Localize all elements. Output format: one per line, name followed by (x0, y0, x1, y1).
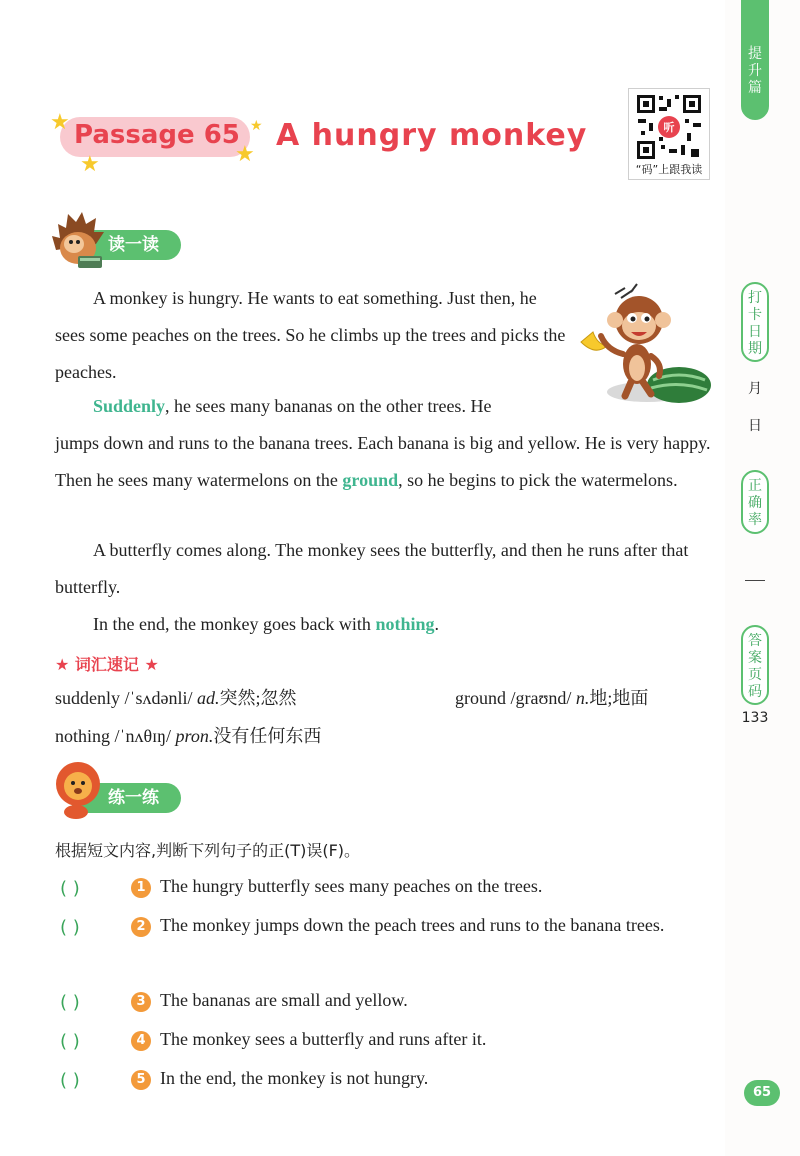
lion-mascot-icon (54, 760, 104, 820)
qr-listen-badge: 听 (663, 121, 675, 134)
vocab-ipa: /graʊnd/ (510, 688, 572, 708)
question-text: The bananas are small and yellow. (160, 990, 408, 1010)
vocab-entry-ground (455, 684, 648, 710)
section-read-badge: 读一读 (70, 230, 181, 260)
vocab-highlight-suddenly: Suddenly (93, 396, 166, 416)
vocab-word: suddenly (55, 688, 120, 708)
passage-text: In the end, the monkey goes back with (93, 614, 376, 634)
question-number: 5 (131, 1070, 151, 1090)
question-text: In the end, the monkey is not hungry. (160, 1068, 429, 1088)
exercise-instructions: 根据短文内容,判断下列句子的正(T)误(F)。 (55, 841, 361, 860)
vocab-meaning: 地;地面 (589, 688, 649, 708)
sidebar-accuracy-line (745, 580, 765, 581)
passage-paragraph-2a (55, 388, 570, 425)
vocab-ipa: /ˈsʌdənli/ (124, 688, 193, 708)
vocab-pos: ad. (197, 688, 220, 708)
vocab-entry-nothing (55, 722, 321, 748)
section-practice-badge: 练一练 (70, 783, 181, 813)
vocab-section-title: ★ 词汇速记 ★ (55, 655, 159, 674)
passage-number: Passage 65 (74, 120, 240, 150)
answer-blank[interactable]: ( ) (60, 917, 80, 938)
sidebar-checkin-tab (741, 282, 769, 362)
page-number: 65 (744, 1080, 780, 1106)
vocab-highlight-nothing: nothing (375, 614, 435, 634)
star-icon: ★ (235, 142, 255, 167)
passage-text: , so he begins to pick the watermelons. (398, 470, 678, 490)
answer-blank[interactable]: ( ) (60, 992, 80, 1013)
sidebar-day: 日 (748, 418, 762, 434)
vocab-word: nothing (55, 726, 111, 746)
passage-paragraph-1: A monkey is hungry. He wants to eat something. Just then, he sees some peaches on the trees. So he climbs up the trees and picks the peaches. (55, 288, 566, 382)
qr-code[interactable] (628, 88, 710, 180)
passage-text: . (434, 614, 439, 634)
star-icon: ★ (50, 110, 70, 135)
vocab-pos: n. (575, 688, 590, 708)
answer-blank[interactable]: ( ) (60, 878, 80, 899)
vocab-pos: pron. (175, 726, 214, 746)
question-text: The hungry butterfly sees many peaches on the trees. (160, 876, 543, 896)
answer-blank[interactable]: ( ) (60, 1070, 80, 1091)
vocab-entry-suddenly (55, 684, 297, 710)
question-text: The monkey sees a butterfly and runs after it. (160, 1029, 487, 1049)
qr-caption: “码”上跟我读 (635, 163, 703, 176)
question-number: 2 (131, 917, 151, 937)
vocab-word: ground (455, 688, 506, 708)
passage-paragraph-2b (55, 425, 725, 499)
passage-text: jumps down and runs to the banana trees. Each banana is big and yellow. He is very happy. Then he sees many watermelons on the (55, 433, 711, 490)
passage-paragraph-4 (55, 606, 725, 643)
vocab-ipa: /ˈnʌθɪŋ/ (114, 726, 172, 746)
vocab-meaning: 突然;忽然 (219, 688, 297, 708)
sidebar-level-tab (741, 0, 769, 120)
answer-blank[interactable]: ( ) (60, 1031, 80, 1052)
star-icon: ★ (80, 152, 100, 177)
star-icon: ★ (250, 118, 263, 134)
sidebar-level-label: 提升篇 (748, 46, 762, 96)
sidebar-answer-tab (741, 625, 769, 705)
passage-text: , he sees many bananas on the other trees. He (165, 396, 492, 416)
monkey-illustration-icon (575, 280, 720, 415)
question-number: 1 (131, 878, 151, 898)
question-number: 4 (131, 1031, 151, 1051)
sidebar-answer-page: 133 (741, 710, 769, 726)
vocab-meaning: 没有任何东西 (213, 726, 322, 746)
question-number: 3 (131, 992, 151, 1012)
question-text: The monkey jumps down the peach trees and runs to the banana trees. (160, 915, 665, 935)
hedgehog-reading-icon (50, 210, 106, 272)
vocab-highlight-ground: ground (342, 470, 399, 490)
sidebar-accuracy-label: 正确率 (748, 478, 762, 528)
page-title: A hungry monkey (276, 118, 588, 153)
sidebar-accuracy-tab (741, 470, 769, 534)
sidebar-month: 月 (748, 381, 762, 397)
sidebar-answer-label: 答案页码 (748, 633, 762, 700)
passage-paragraph-3: A butterfly comes along. The monkey sees the butterfly, and then he runs after that butterfly. (55, 540, 689, 597)
sidebar-checkin-label: 打卡日期 (748, 290, 762, 357)
